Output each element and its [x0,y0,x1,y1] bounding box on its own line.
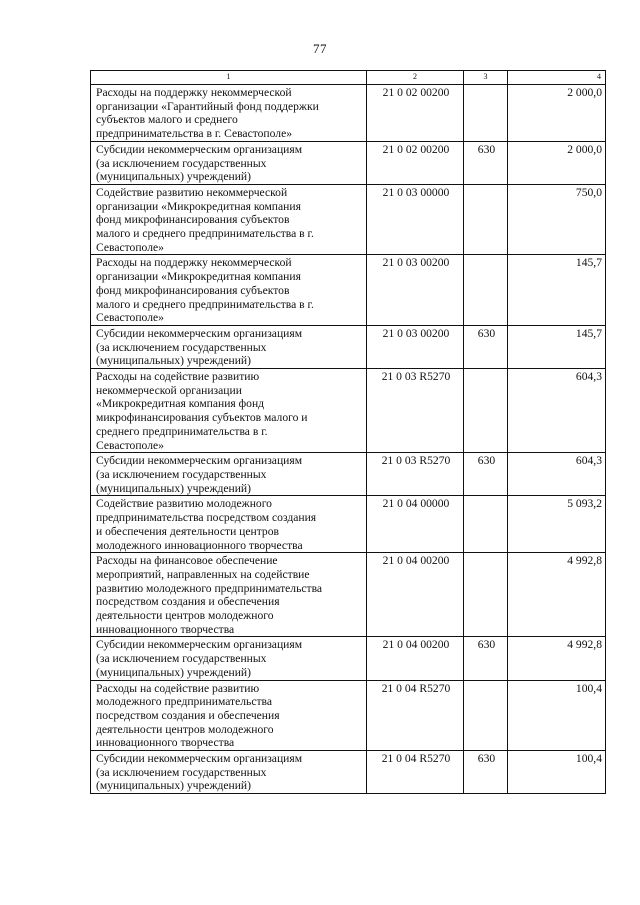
expense-name-line: среднего предпринимательства в г. [96,424,268,438]
expense-type-cell [464,369,508,453]
expense-name-cell [91,85,367,142]
expense-name-line: (муниципальных) учреждений) [96,779,251,793]
target-article-code-cell: 21 0 02 00200 [367,85,464,142]
amount-cell: 2 000,0 [508,85,606,142]
expense-name-line: Субсидии некоммерческим организациям [96,454,303,468]
expense-name-line: (за исключением государственных [96,467,267,481]
expense-name-line: Севастополе» [96,311,164,325]
expense-type-cell [464,680,508,751]
expense-name-line: посредством создания и обеспечения [96,708,280,722]
expense-name-cell [91,141,367,184]
expense-name-line: организации «Гарантийный фонд поддержки [96,99,319,113]
expense-name-line: «Микрокредитная компания фонд [96,397,265,411]
table-row [91,141,606,184]
expense-name-line: Севастополе» [96,438,164,452]
table-row [91,184,606,255]
target-article-code-cell: 21 0 03 R5270 [367,369,464,453]
expense-name-line: Расходы на финансовое обеспечение [96,554,278,568]
expense-name-line: микрофинансирования субъектов малого и [96,411,308,425]
amount-cell: 100,4 [508,680,606,751]
expense-name-cell [91,453,367,496]
expense-type-cell: 630 [464,637,508,680]
table-row [91,496,606,553]
expense-name-cell [91,751,367,794]
target-article-code-cell: 21 0 04 R5270 [367,680,464,751]
amount-cell: 604,3 [508,453,606,496]
expense-name-line: (муниципальных) учреждений) [96,481,251,495]
target-article-code-cell: 21 0 04 00200 [367,553,464,637]
table-body [91,85,606,794]
expense-type-cell [464,553,508,637]
target-article-code-cell: 21 0 02 00200 [367,141,464,184]
expense-name-line: Содействие развитию молодежного [96,497,272,511]
expense-name-line: организации «Микрокредитная компания [96,199,301,213]
target-article-code-cell: 21 0 04 R5270 [367,751,464,794]
expense-name-cell [91,184,367,255]
amount-cell: 604,3 [508,369,606,453]
expense-name-line: молодежного предпринимательства [96,695,273,709]
table-row [91,751,606,794]
amount-cell: 4 992,8 [508,637,606,680]
table-row [91,369,606,453]
table-row [91,680,606,751]
expense-name-cell [91,255,367,326]
expense-type-cell: 630 [464,325,508,368]
expense-name-line: Субсидии некоммерческим организациям [96,752,303,766]
expense-name-line: Субсидии некоммерческим организациям [96,142,303,156]
expense-name-line: мероприятий, направленных на содействие [96,567,310,581]
target-article-code-cell: 21 0 03 R5270 [367,453,464,496]
expense-name-line: деятельности центров молодежного [96,609,274,623]
expense-name-cell [91,496,367,553]
table-row [91,553,606,637]
expense-name-cell [91,637,367,680]
expense-name-line: молодежного инновационного творчества [96,538,303,552]
target-article-code-cell: 21 0 03 00200 [367,325,464,368]
expense-name-line: Субсидии некоммерческим организациям [96,638,303,652]
target-article-code-cell: 21 0 03 00000 [367,184,464,255]
expense-name-line: (за исключением государственных [96,652,267,666]
expense-type-cell [464,184,508,255]
expense-name-line: субъектов малого и среднего [96,113,238,127]
column-header-2: 2 [367,71,464,85]
expense-name-line: инновационного творчества [96,736,235,750]
expense-name-line: организации «Микрокредитная компания [96,270,301,284]
amount-cell: 145,7 [508,325,606,368]
budget-table [90,70,606,794]
expense-type-cell: 630 [464,453,508,496]
expense-name-cell [91,369,367,453]
table-row [91,453,606,496]
expense-name-line: (муниципальных) учреждений) [96,354,251,368]
table-row [91,325,606,368]
expense-name-line: посредством создания и обеспечения [96,595,280,609]
expense-name-line: малого и среднего предпринимательства в г. [96,297,314,311]
column-header-1: 1 [91,71,367,85]
expense-name-cell [91,325,367,368]
expense-name-line: (муниципальных) учреждений) [96,170,251,184]
expense-name-line: инновационного творчества [96,622,235,636]
table-row [91,85,606,142]
expense-name-line: некоммерческой организации [96,383,242,397]
expense-name-line: и обеспечения деятельности центров [96,524,280,538]
amount-cell: 100,4 [508,751,606,794]
expense-type-cell: 630 [464,141,508,184]
expense-name-line: развитию молодежного предпринимательства [96,581,323,595]
expense-name-line: (за исключением государственных [96,765,267,779]
expense-name-line: предпринимательства посредством создания [96,511,317,525]
expense-type-cell [464,255,508,326]
expense-name-line: (муниципальных) учреждений) [96,665,251,679]
expense-name-line: Расходы на содействие развитию [96,370,260,384]
table-row [91,637,606,680]
table-row [91,255,606,326]
expense-name-cell [91,680,367,751]
amount-cell: 5 093,2 [508,496,606,553]
expense-type-cell [464,496,508,553]
expense-name-line: Содействие развитию некоммерческой [96,185,288,199]
column-header-4: 4 [508,71,606,85]
page-number: 77 [313,41,327,56]
expense-name-cell [91,553,367,637]
expense-name-line: деятельности центров молодежного [96,722,274,736]
amount-cell: 750,0 [508,184,606,255]
table-header-row [91,71,606,85]
expense-name-line: Расходы на поддержку некоммерческой [96,86,292,99]
expense-name-line: предпринимательства в г. Севастополе» [96,127,293,141]
column-header-3: 3 [464,71,508,85]
expense-name-line: фонд микрофинансирования субъектов [96,283,290,297]
expense-name-line: (за исключением государственных [96,156,267,170]
amount-cell: 2 000,0 [508,141,606,184]
expense-name-line: Севастополе» [96,240,164,254]
target-article-code-cell: 21 0 04 00200 [367,637,464,680]
expense-name-line: фонд микрофинансирования субъектов [96,213,290,227]
target-article-code-cell: 21 0 04 00000 [367,496,464,553]
amount-cell: 4 992,8 [508,553,606,637]
expense-name-line: (за исключением государственных [96,340,267,354]
amount-cell: 145,7 [508,255,606,326]
target-article-code-cell: 21 0 03 00200 [367,255,464,326]
expense-name-line: Расходы на содействие развитию [96,681,260,695]
expense-name-line: Расходы на поддержку некоммерческой [96,256,292,270]
expense-name-line: малого и среднего предпринимательства в г. [96,227,314,241]
expense-type-cell [464,85,508,142]
expense-type-cell: 630 [464,751,508,794]
expense-name-line: Субсидии некоммерческим организациям [96,326,303,340]
